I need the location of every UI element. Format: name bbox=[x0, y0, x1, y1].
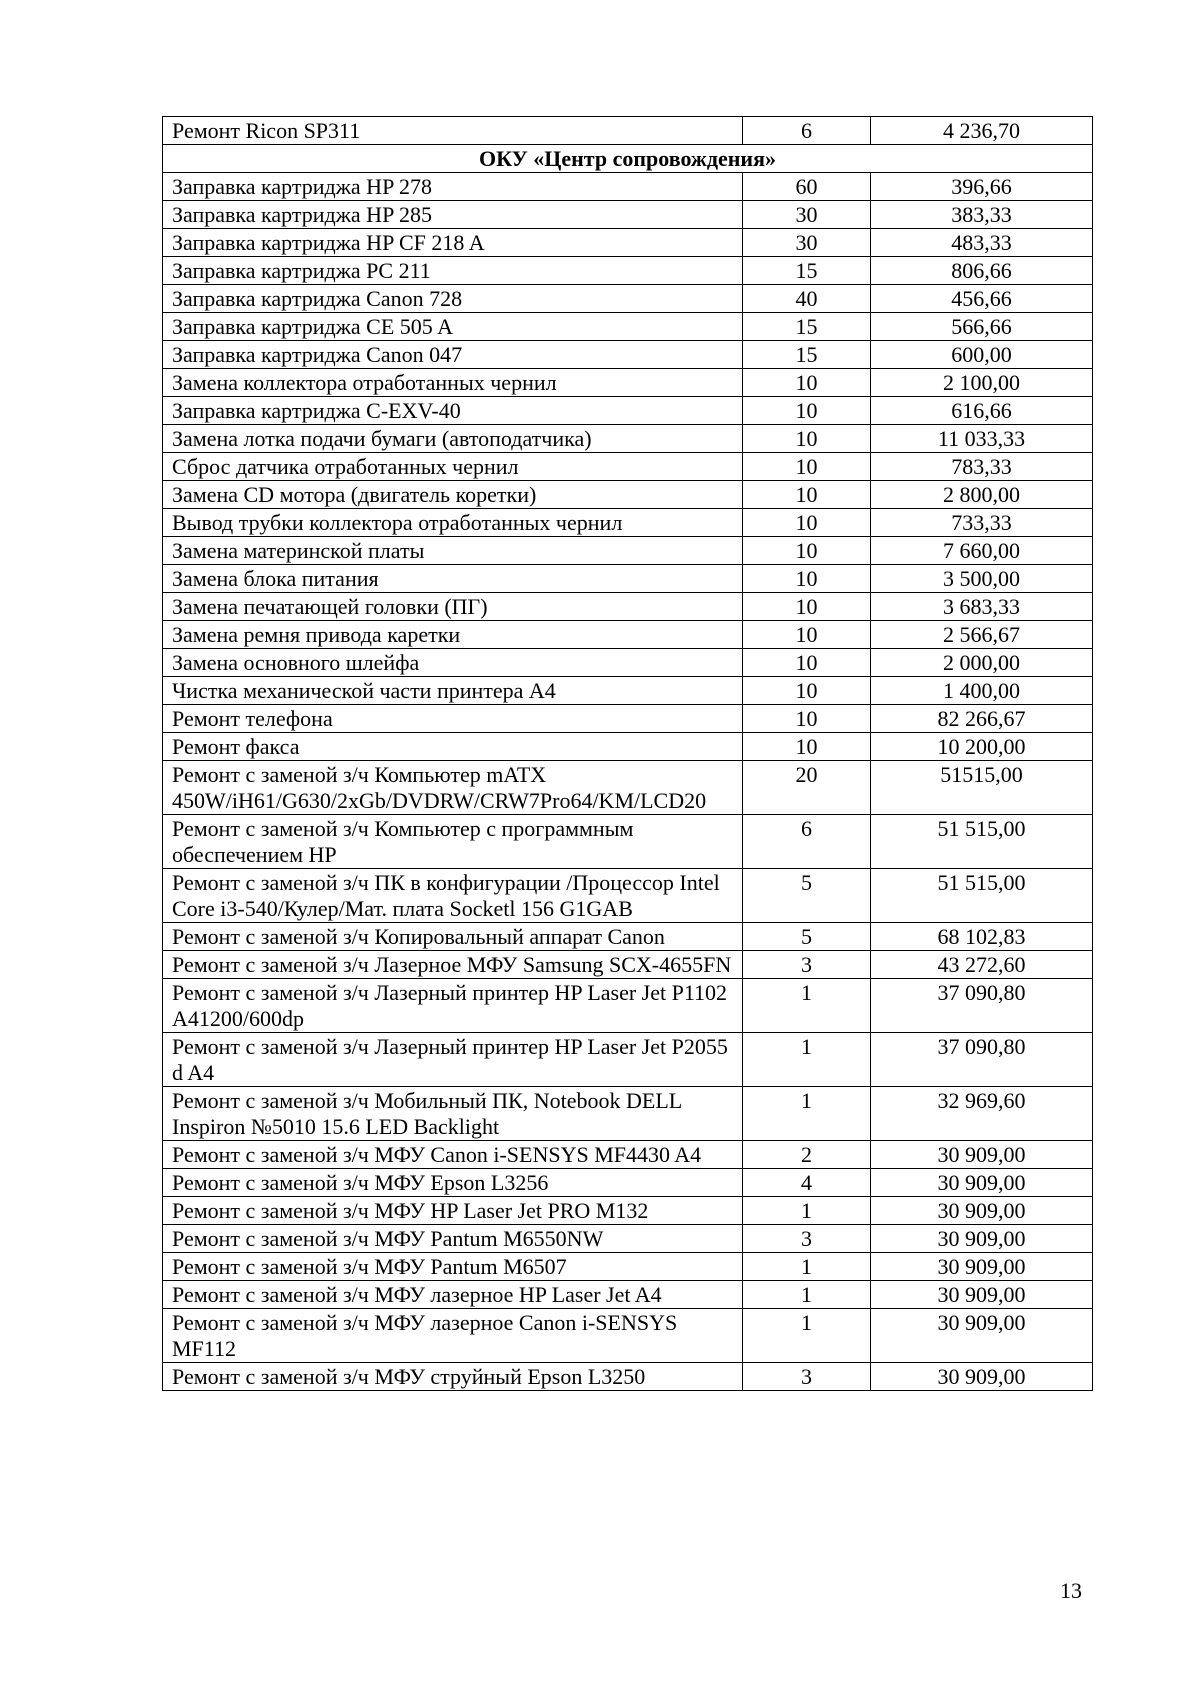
price-cell: 2 000,00 bbox=[871, 649, 1093, 677]
service-name-cell: Ремонт с заменой з/ч МФУ HP Laser Jet PRO M132 bbox=[163, 1197, 743, 1225]
table-row bbox=[163, 285, 1093, 313]
price-cell: 51 515,00 bbox=[871, 815, 1093, 869]
quantity-cell: 15 bbox=[743, 313, 871, 341]
table-row bbox=[163, 1141, 1093, 1169]
quantity-cell: 40 bbox=[743, 285, 871, 313]
service-name-cell: Ремонт с заменой з/ч МФУ лазерное HP Laser Jet A4 bbox=[163, 1281, 743, 1309]
price-cell: 68 102,83 bbox=[871, 923, 1093, 951]
service-name-cell: Ремонт с заменой з/ч МФУ Pantum M6507 bbox=[163, 1253, 743, 1281]
service-name-cell: Ремонт с заменой з/ч МФУ Pantum M6550NW bbox=[163, 1225, 743, 1253]
service-name-cell: Заправка картриджа PC 211 bbox=[163, 257, 743, 285]
service-name-cell: Заправка картриджа C-EXV-40 bbox=[163, 397, 743, 425]
table-row bbox=[163, 341, 1093, 369]
table-row bbox=[163, 677, 1093, 705]
price-cell: 51 515,00 bbox=[871, 869, 1093, 923]
price-cell: 2 566,67 bbox=[871, 621, 1093, 649]
service-name-cell: Вывод трубки коллектора отработанных чернил bbox=[163, 509, 743, 537]
price-cell: 30 909,00 bbox=[871, 1253, 1093, 1281]
table-row bbox=[163, 229, 1093, 257]
price-cell: 30 909,00 bbox=[871, 1309, 1093, 1363]
price-cell: 4 236,70 bbox=[871, 117, 1093, 145]
service-name-cell: Замена ремня привода каретки bbox=[163, 621, 743, 649]
service-name-cell: Чистка механической части принтера А4 bbox=[163, 677, 743, 705]
service-name-cell: Ремонт факса bbox=[163, 733, 743, 761]
service-name-cell: Ремонт с заменой з/ч Лазерный принтер HP Laser Jet P2055 d A4 bbox=[163, 1033, 743, 1087]
price-cell: 10 200,00 bbox=[871, 733, 1093, 761]
quantity-cell: 1 bbox=[743, 1087, 871, 1141]
table-row bbox=[163, 257, 1093, 285]
quantity-cell: 10 bbox=[743, 593, 871, 621]
quantity-cell: 1 bbox=[743, 1281, 871, 1309]
section-title: ОКУ «Центр сопровождения» bbox=[163, 145, 1093, 173]
quantity-cell: 10 bbox=[743, 481, 871, 509]
quantity-cell: 30 bbox=[743, 229, 871, 257]
table-row bbox=[163, 761, 1093, 815]
table-row bbox=[163, 369, 1093, 397]
price-cell: 7 660,00 bbox=[871, 537, 1093, 565]
service-name-cell: Заправка картриджа HP 285 bbox=[163, 201, 743, 229]
quantity-cell: 30 bbox=[743, 201, 871, 229]
quantity-cell: 3 bbox=[743, 1225, 871, 1253]
table-row bbox=[163, 979, 1093, 1033]
service-name-cell: Заправка картриджа CE 505 A bbox=[163, 313, 743, 341]
quantity-cell: 10 bbox=[743, 537, 871, 565]
price-cell: 383,33 bbox=[871, 201, 1093, 229]
quantity-cell: 1 bbox=[743, 979, 871, 1033]
table-row bbox=[163, 621, 1093, 649]
price-cell: 3 500,00 bbox=[871, 565, 1093, 593]
price-cell: 51515,00 bbox=[871, 761, 1093, 815]
table-row bbox=[163, 649, 1093, 677]
quantity-cell: 20 bbox=[743, 761, 871, 815]
table-row bbox=[163, 1033, 1093, 1087]
table-row bbox=[163, 1309, 1093, 1363]
price-cell: 30 909,00 bbox=[871, 1225, 1093, 1253]
price-cell: 2 100,00 bbox=[871, 369, 1093, 397]
service-name-cell: Ремонт с заменой з/ч Компьютер с программным обеспечением HP bbox=[163, 815, 743, 869]
price-cell: 783,33 bbox=[871, 453, 1093, 481]
service-name-cell: Ремонт с заменой з/ч Мобильный ПК, Notebook DELL Inspiron №5010 15.6 LED Backlight bbox=[163, 1087, 743, 1141]
quantity-cell: 10 bbox=[743, 397, 871, 425]
service-name-cell: Ремонт с заменой з/ч МФУ струйный Epson L3250 bbox=[163, 1363, 743, 1391]
price-cell: 43 272,60 bbox=[871, 951, 1093, 979]
quantity-cell: 10 bbox=[743, 453, 871, 481]
table-row bbox=[163, 537, 1093, 565]
table-row bbox=[163, 815, 1093, 869]
service-name-cell: Ремонт с заменой з/ч Лазерный принтер HP Laser Jet P1102 A41200/600dp bbox=[163, 979, 743, 1033]
table-row bbox=[163, 1281, 1093, 1309]
service-name-cell: Ремонт с заменой з/ч ПК в конфигурации /Процессор Intel Core i3-540/Кулер/Мат. плата Socketl 156 G1GAB bbox=[163, 869, 743, 923]
quantity-cell: 10 bbox=[743, 369, 871, 397]
quantity-cell: 6 bbox=[743, 117, 871, 145]
price-cell: 600,00 bbox=[871, 341, 1093, 369]
quantity-cell: 1 bbox=[743, 1253, 871, 1281]
service-name-cell: Ремонт с заменой з/ч Лазерное МФУ Samsung SCX-4655FN bbox=[163, 951, 743, 979]
quantity-cell: 5 bbox=[743, 923, 871, 951]
service-name-cell: Ремонт Ricon SP311 bbox=[163, 117, 743, 145]
price-cell: 1 400,00 bbox=[871, 677, 1093, 705]
quantity-cell: 15 bbox=[743, 257, 871, 285]
table-row bbox=[163, 201, 1093, 229]
service-name-cell: Заправка картриджа HP CF 218 A bbox=[163, 229, 743, 257]
service-name-cell: Заправка картриджа HP 278 bbox=[163, 173, 743, 201]
section-header-row bbox=[163, 145, 1093, 173]
quantity-cell: 3 bbox=[743, 951, 871, 979]
table-row bbox=[163, 1253, 1093, 1281]
table-row bbox=[163, 481, 1093, 509]
price-cell: 37 090,80 bbox=[871, 979, 1093, 1033]
quantity-cell: 1 bbox=[743, 1197, 871, 1225]
service-name-cell: Ремонт телефона bbox=[163, 705, 743, 733]
price-cell: 483,33 bbox=[871, 229, 1093, 257]
service-name-cell: Ремонт с заменой з/ч МФУ Epson L3256 bbox=[163, 1169, 743, 1197]
quantity-cell: 4 bbox=[743, 1169, 871, 1197]
service-name-cell: Сброс датчика отработанных чернил bbox=[163, 453, 743, 481]
quantity-cell: 10 bbox=[743, 621, 871, 649]
price-cell: 30 909,00 bbox=[871, 1363, 1093, 1391]
service-name-cell: Ремонт с заменой з/ч Копировальный аппарат Canon bbox=[163, 923, 743, 951]
table-row bbox=[163, 869, 1093, 923]
quantity-cell: 10 bbox=[743, 705, 871, 733]
quantity-cell: 1 bbox=[743, 1309, 871, 1363]
table-row bbox=[163, 565, 1093, 593]
quantity-cell: 10 bbox=[743, 733, 871, 761]
table-row bbox=[163, 117, 1093, 145]
service-name-cell: Замена материнской платы bbox=[163, 537, 743, 565]
price-cell: 30 909,00 bbox=[871, 1169, 1093, 1197]
table-row bbox=[163, 313, 1093, 341]
service-name-cell: Ремонт с заменой з/ч МФУ лазерное Canon i-SENSYS MF112 bbox=[163, 1309, 743, 1363]
service-name-cell: Замена CD мотора (двигатель коретки) bbox=[163, 481, 743, 509]
quantity-cell: 5 bbox=[743, 869, 871, 923]
price-cell: 396,66 bbox=[871, 173, 1093, 201]
price-cell: 566,66 bbox=[871, 313, 1093, 341]
quantity-cell: 2 bbox=[743, 1141, 871, 1169]
price-cell: 37 090,80 bbox=[871, 1033, 1093, 1087]
price-cell: 733,33 bbox=[871, 509, 1093, 537]
price-cell: 616,66 bbox=[871, 397, 1093, 425]
table-row bbox=[163, 1169, 1093, 1197]
service-name-cell: Замена лотка подачи бумаги (автоподатчика) bbox=[163, 425, 743, 453]
table-row bbox=[163, 705, 1093, 733]
table-row bbox=[163, 1363, 1093, 1391]
table-row bbox=[163, 1197, 1093, 1225]
table-row bbox=[163, 1225, 1093, 1253]
price-cell: 30 909,00 bbox=[871, 1197, 1093, 1225]
quantity-cell: 10 bbox=[743, 677, 871, 705]
table-row bbox=[163, 733, 1093, 761]
table-row bbox=[163, 173, 1093, 201]
quantity-cell: 6 bbox=[743, 815, 871, 869]
service-name-cell: Заправка картриджа Canon 047 bbox=[163, 341, 743, 369]
service-name-cell: Замена блока питания bbox=[163, 565, 743, 593]
page-number: 13 bbox=[1060, 1578, 1082, 1603]
price-cell: 30 909,00 bbox=[871, 1281, 1093, 1309]
price-cell: 32 969,60 bbox=[871, 1087, 1093, 1141]
service-name-cell: Ремонт с заменой з/ч Компьютер mATX 450W/iH61/G630/2xGb/DVDRW/CRW7Pro64/KM/LCD20 bbox=[163, 761, 743, 815]
service-name-cell: Замена коллектора отработанных чернил bbox=[163, 369, 743, 397]
service-name-cell: Замена печатающей головки (ПГ) bbox=[163, 593, 743, 621]
price-cell: 11 033,33 bbox=[871, 425, 1093, 453]
table-row bbox=[163, 951, 1093, 979]
table-row bbox=[163, 593, 1093, 621]
service-name-cell: Заправка картриджа Canon 728 bbox=[163, 285, 743, 313]
table-row bbox=[163, 923, 1093, 951]
price-cell: 2 800,00 bbox=[871, 481, 1093, 509]
price-cell: 3 683,33 bbox=[871, 593, 1093, 621]
services-price-table bbox=[162, 116, 1093, 1391]
table-row bbox=[163, 1087, 1093, 1141]
price-cell: 30 909,00 bbox=[871, 1141, 1093, 1169]
table-body bbox=[163, 117, 1093, 1391]
quantity-cell: 1 bbox=[743, 1033, 871, 1087]
quantity-cell: 15 bbox=[743, 341, 871, 369]
table-row bbox=[163, 425, 1093, 453]
quantity-cell: 10 bbox=[743, 425, 871, 453]
price-cell: 456,66 bbox=[871, 285, 1093, 313]
price-cell: 82 266,67 bbox=[871, 705, 1093, 733]
quantity-cell: 3 bbox=[743, 1363, 871, 1391]
service-name-cell: Ремонт с заменой з/ч МФУ Canon i-SENSYS MF4430 A4 bbox=[163, 1141, 743, 1169]
quantity-cell: 10 bbox=[743, 649, 871, 677]
quantity-cell: 10 bbox=[743, 565, 871, 593]
table-row bbox=[163, 509, 1093, 537]
price-cell: 806,66 bbox=[871, 257, 1093, 285]
quantity-cell: 10 bbox=[743, 509, 871, 537]
table-row bbox=[163, 453, 1093, 481]
table-row bbox=[163, 397, 1093, 425]
service-name-cell: Замена основного шлейфа bbox=[163, 649, 743, 677]
quantity-cell: 60 bbox=[743, 173, 871, 201]
